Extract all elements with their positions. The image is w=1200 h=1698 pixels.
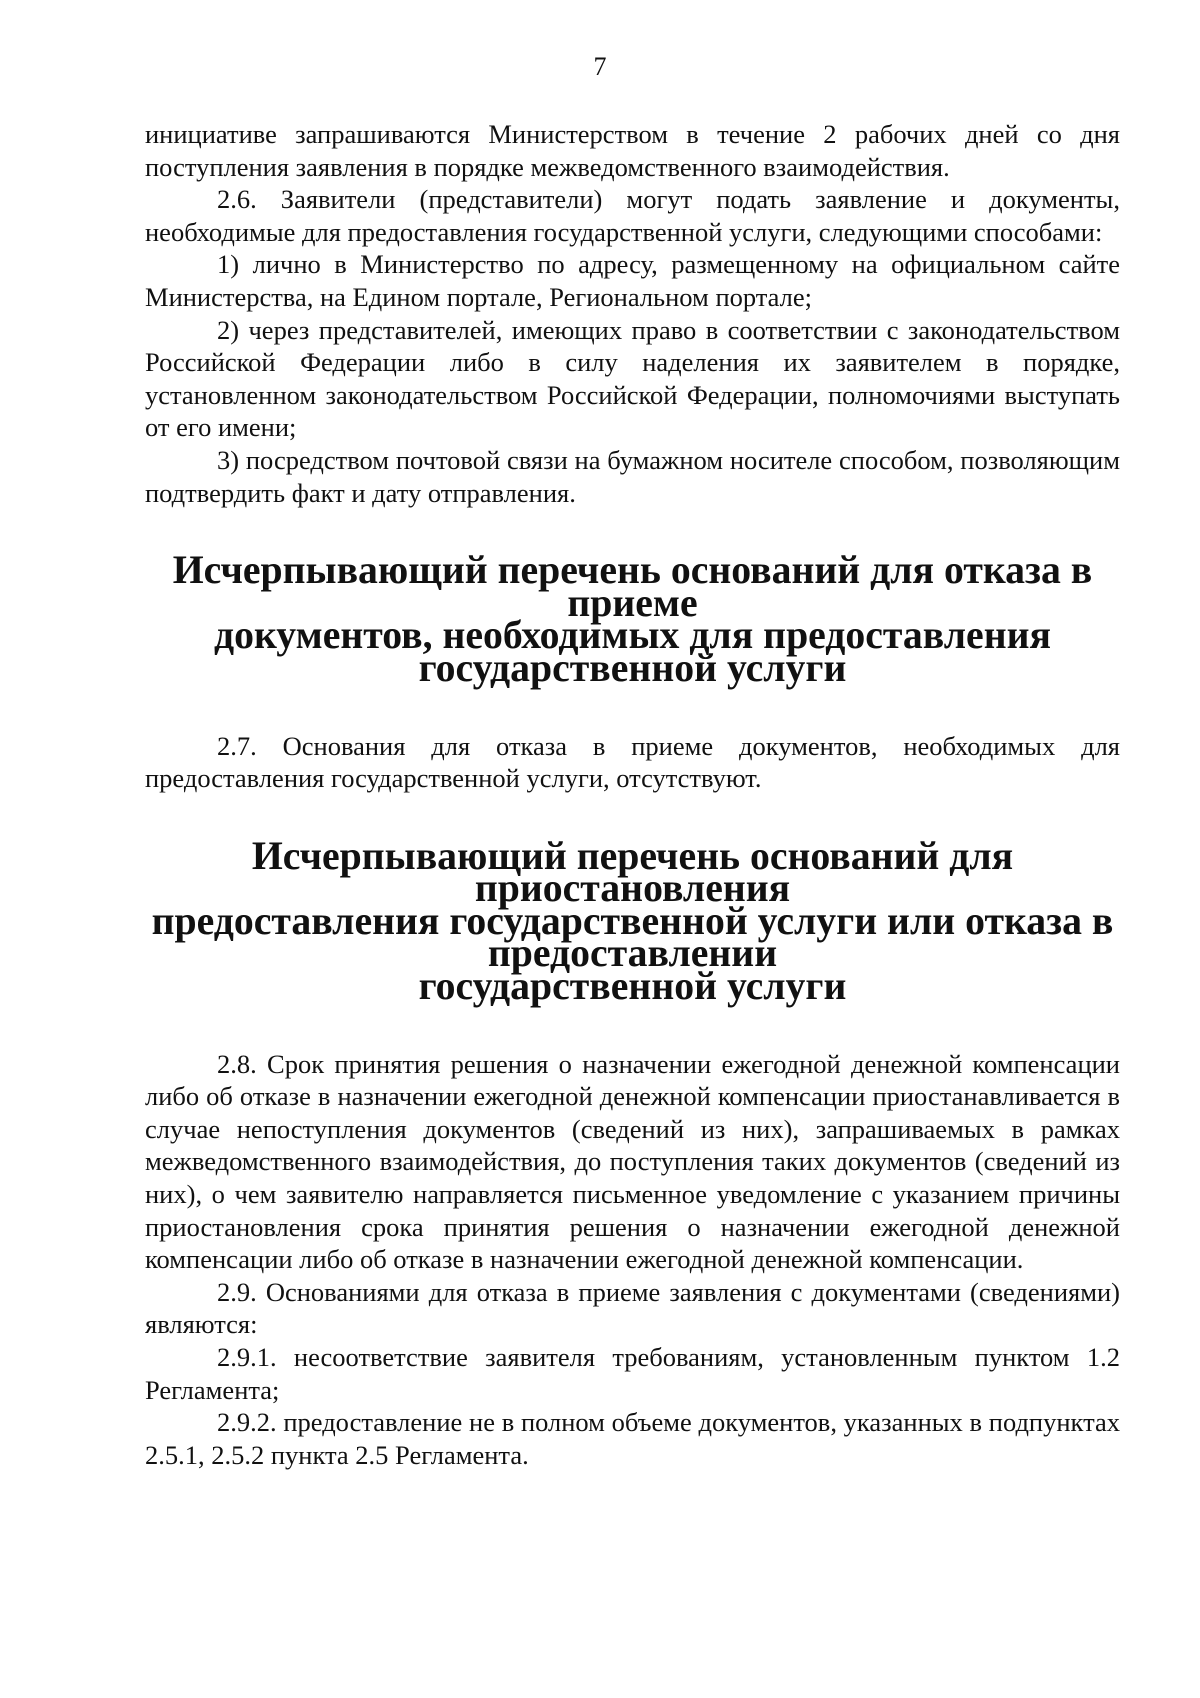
heading-line: Исчерпывающий перечень оснований для отказа в приеме xyxy=(172,548,1093,625)
paragraph-continuation: инициативе запрашиваются Министерством в течение 2 рабочих дней со дня поступления заявления в порядке межведомственного взаимодействия. xyxy=(145,119,1120,182)
heading-line: предоставления государственной услуги или отказа в предоставлении xyxy=(151,898,1114,976)
paragraph-2-6-item-3: 3) посредством почтовой связи на бумажном носителе способом, позволяющим подтвердить факт и дату отправления. xyxy=(145,444,1120,508)
paragraph-2-6-item-1: 1) лично в Министерство по адресу, размещенному на официальном сайте Министерства, на Едином портале, Региональном портале; xyxy=(145,249,1120,312)
heading-line: государственной услуги xyxy=(418,964,847,1009)
paragraph-2-6-item-2: 2) через представителей, имеющих право в соответствии с законодательством Российской Федерации либо в силу наделения их заявителем в порядке, установленном законодательством Российской Федерации, полномочиями выступать от его имени; xyxy=(145,314,1120,443)
paragraph-2-6: 2.6. Заявители (представители) могут подать заявление и документы, необходимые для предоставления государственной услуги, следующими способами: xyxy=(145,184,1120,247)
paragraph-2-9: 2.9. Основаниями для отказа в приеме заявления с документами (сведениями) являются: xyxy=(145,1276,1120,1340)
paragraph-2-7: 2.7. Основания для отказа в приеме документов, необходимых для предоставления государственной услуги, отсутствуют. xyxy=(145,730,1120,794)
heading-line: документов, необходимых для предоставления xyxy=(213,613,1052,658)
paragraph-2-9-1: 2.9.1. несоответствие заявителя требованиям, установленным пунктом 1.2 Регламента; xyxy=(145,1342,1120,1405)
heading-line: Исчерпывающий перечень оснований для приостановления xyxy=(251,833,1014,911)
section-heading-suspension-refusal xyxy=(145,833,1120,1009)
page-number: 7 xyxy=(593,52,607,81)
paragraph-2-8: 2.8. Срок принятия решения о назначении ежегодной денежной компенсации либо об отказе в назначении ежегодной денежной компенсации приостанавливается в случае непоступления документов (сведений из них), запрашиваемых в рамках межведомственного взаимодействия, до поступления таких документов (сведений из них), о чем заявителю направляется письменное уведомление с указанием причины приостановления срока принятия решения о назначении ежегодной денежной компенсации либо об отказе в назначении ежегодной денежной компенсации. xyxy=(145,1048,1120,1275)
section-heading-refusal-documents xyxy=(145,548,1120,690)
document-body xyxy=(145,118,1120,1471)
heading-line: государственной услуги xyxy=(418,645,847,690)
paragraph-2-9-2: 2.9.2. предоставление не в полном объеме документов, указанных в подпунктах 2.5.1, 2.5.2 пункта 2.5 Регламента. xyxy=(145,1407,1120,1470)
